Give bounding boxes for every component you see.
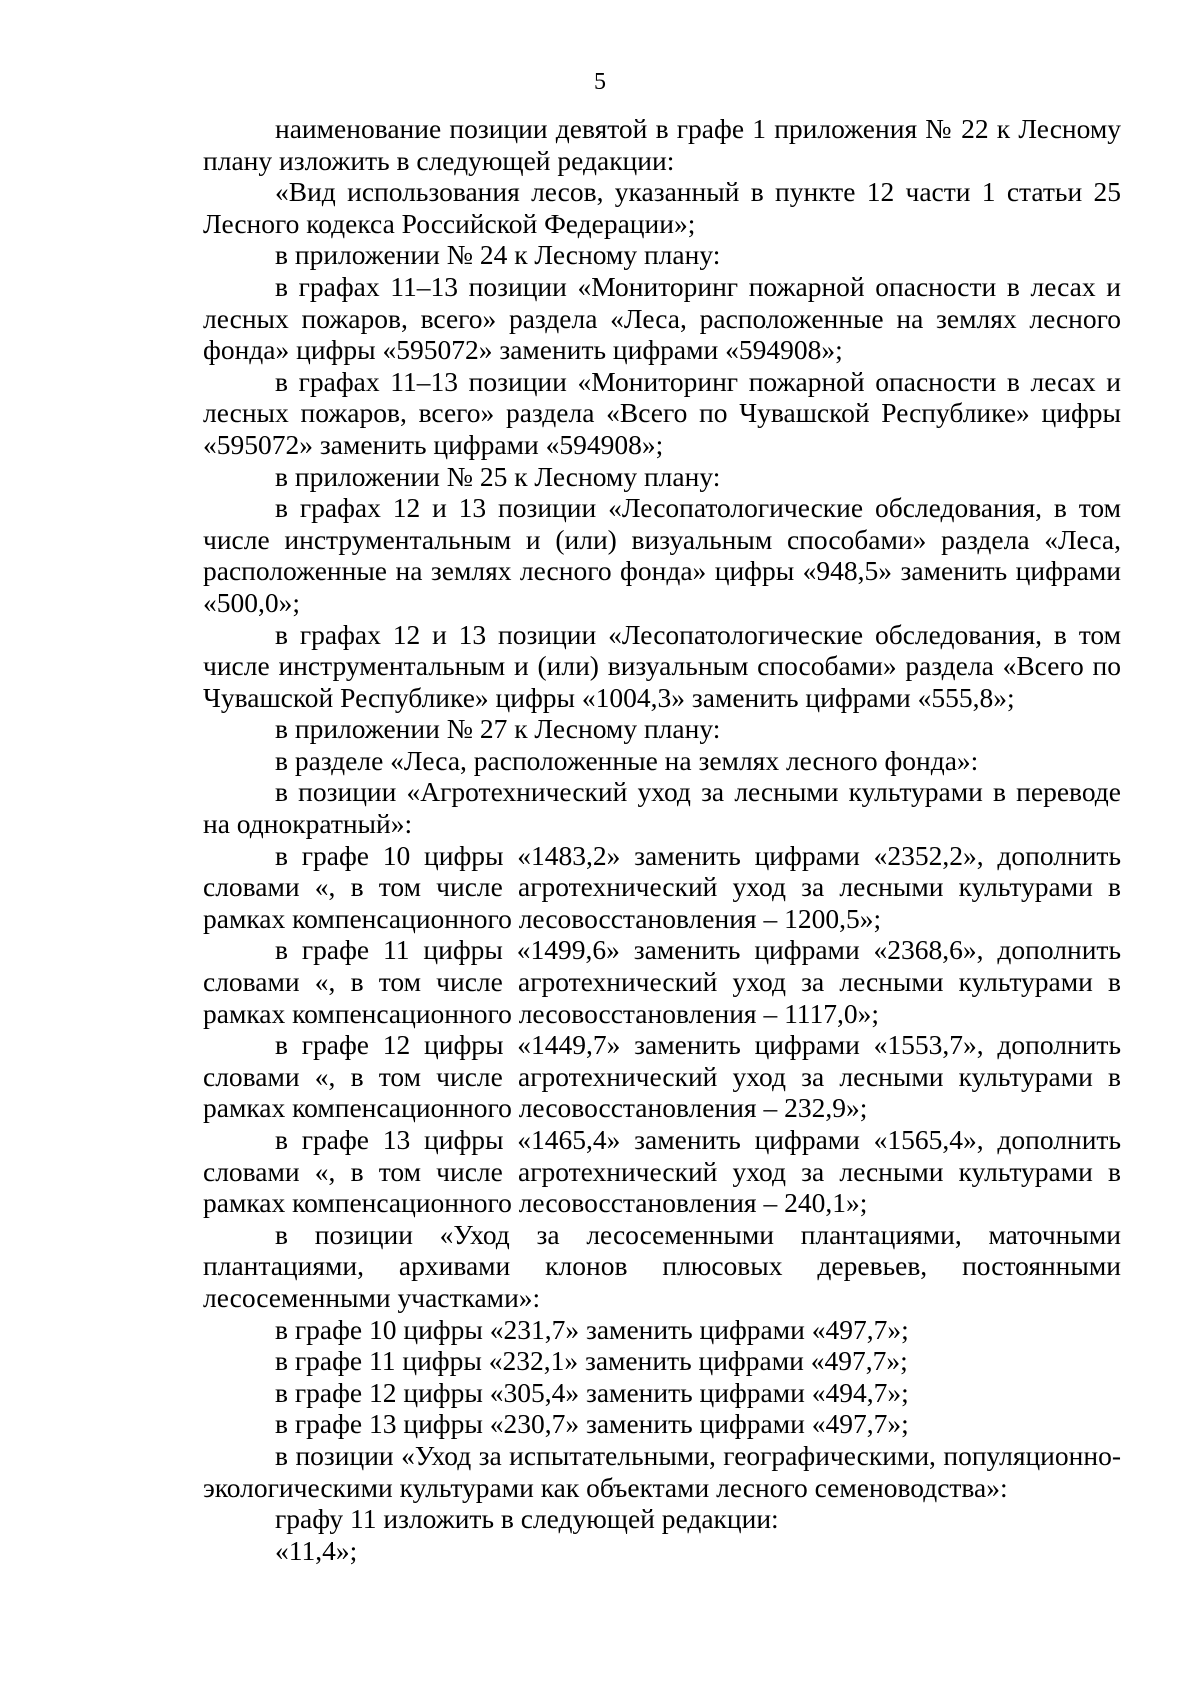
paragraph: в графе 12 цифры «1449,7» заменить цифрами «1553,7», дополнить словами «, в том числе агротехнический уход за лесными культурами в рамках компенсационного лесовосстановления – 232,9»; [203, 1029, 1121, 1124]
paragraph: в графе 13 цифры «1465,4» заменить цифрами «1565,4», дополнить словами «, в том числе агротехнический уход за лесными культурами в рамках компенсационного лесовосстановления – 240,1»; [203, 1124, 1121, 1219]
paragraph: в графе 13 цифры «230,7» заменить цифрами «497,7»; [275, 1408, 909, 1440]
paragraph: наименование позиции девятой в графе 1 приложения № 22 к Лесному плану изложить в следующей редакции: [203, 113, 1121, 176]
paragraph: в графах 12 и 13 позиции «Лесопатологические обследования, в том числе инструментальным и (или) визуальным способами» раздела «Всего по Чувашской Республике» цифры «1004,3» заменить цифрами «555,8»; [203, 618, 1121, 713]
paragraph: в графе 10 цифры «1483,2» заменить цифрами «2352,2», дополнить словами «, в том числе агротехнический уход за лесными культурами в рамках компенсационного лесовосстановления – 1200,5»; [203, 839, 1121, 934]
paragraph: в приложении № 25 к Лесному плану: [275, 460, 721, 492]
paragraph: в приложении № 27 к Лесному плану: [275, 713, 721, 745]
paragraph: в позиции «Уход за испытательными, географическими, популяционно-экологическими культурами как объектами лесного семеноводства»: [203, 1439, 1121, 1503]
paragraph: в графе 12 цифры «305,4» заменить цифрами «494,7»; [275, 1376, 909, 1408]
paragraph: в графах 12 и 13 позиции «Лесопатологические обследования, в том числе инструментальным и (или) визуальным способами» раздела «Леса, расположенные на землях лесного фонда» цифры «948,5» заменить цифрами «500,0»; [203, 492, 1121, 618]
paragraph: в позиции «Агротехнический уход за лесными культурами в переводе на однократный»: [203, 776, 1121, 840]
paragraph: «Вид использования лесов, указанный в пункте 12 части 1 статьи 25 Лесного кодекса Российской Федерации»; [203, 176, 1121, 239]
paragraph: в приложении № 24 к Лесному плану: [275, 239, 721, 271]
page-number: 5 [594, 69, 606, 95]
paragraph: в разделе «Леса, расположенные на землях лесного фонда»: [275, 744, 979, 776]
document-body [203, 113, 1121, 1566]
paragraph: графу 11 изложить в следующей редакции: [275, 1503, 779, 1535]
paragraph: в графе 11 цифры «1499,6» заменить цифрами «2368,6», дополнить словами «, в том числе агротехнический уход за лесными культурами в рамках компенсационного лесовосстановления – 1117,0»; [203, 934, 1121, 1029]
paragraph: в позиции «Уход за лесосеменными плантациями, маточными плантациями, архивами клонов плюсовых деревьев, постоянными лесосеменными участками»: [203, 1218, 1121, 1313]
paragraph: «11,4»; [275, 1534, 358, 1566]
paragraph: в графах 11–13 позиции «Мониторинг пожарной опасности в лесах и лесных пожаров, всего» раздела «Всего по Чувашской Республике» цифры «595072» заменить цифрами «594908»; [203, 365, 1121, 460]
paragraph: в графе 11 цифры «232,1» заменить цифрами «497,7»; [275, 1345, 908, 1377]
paragraph: в графе 10 цифры «231,7» заменить цифрами «497,7»; [275, 1313, 909, 1345]
paragraph: в графах 11–13 позиции «Мониторинг пожарной опасности в лесах и лесных пожаров, всего» раздела «Леса, расположенные на землях лесного фонда» цифры «595072» заменить цифрами «594908»; [203, 270, 1121, 366]
